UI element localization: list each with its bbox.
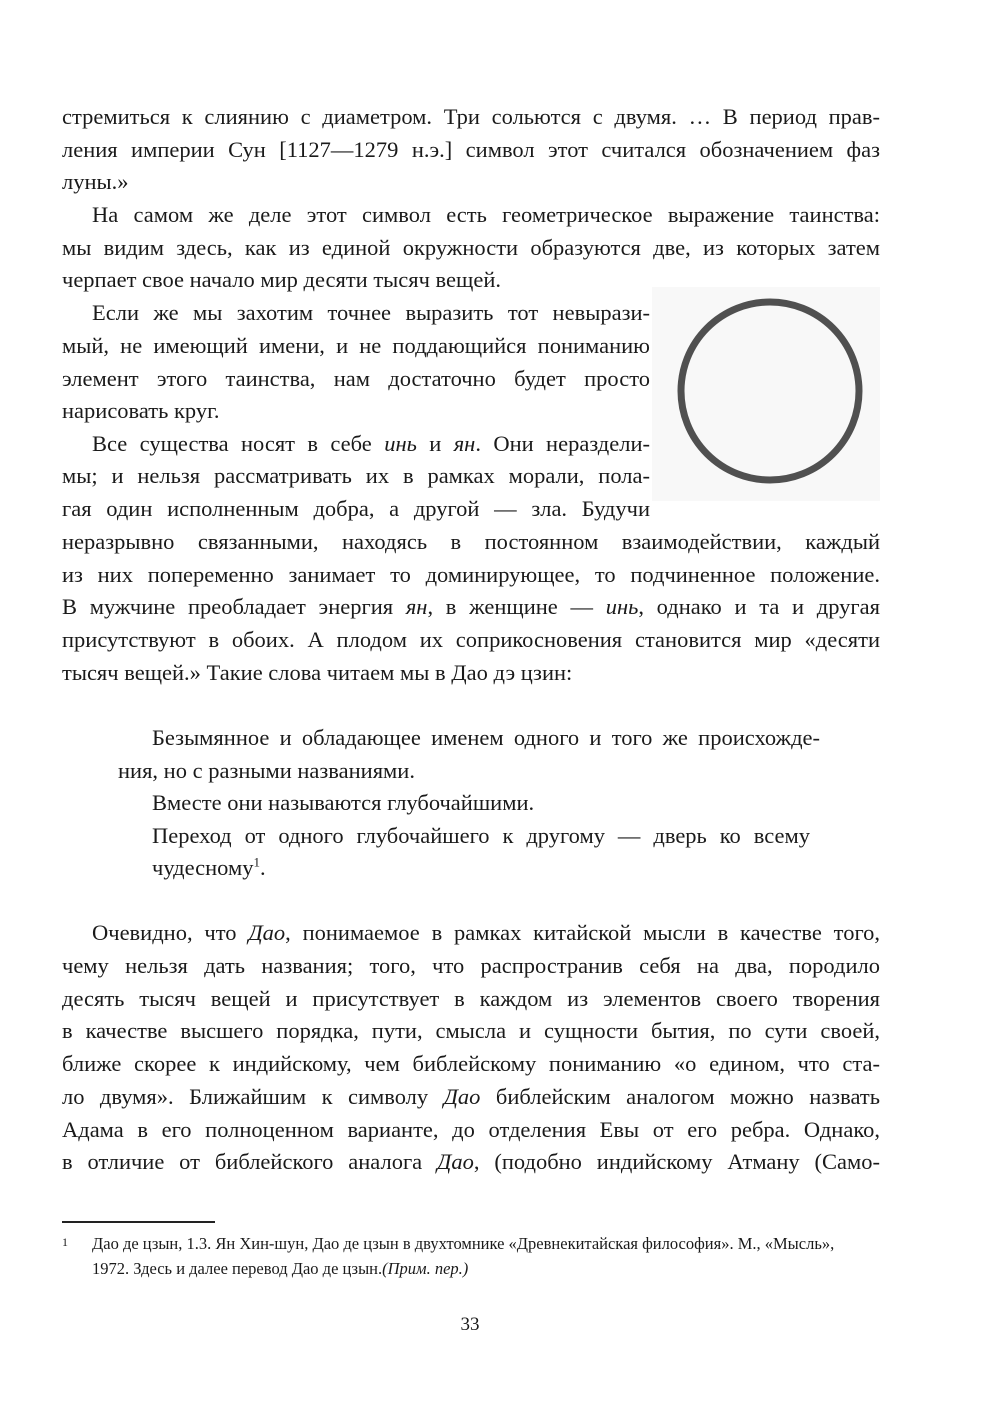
text-line <box>62 167 129 197</box>
text-line <box>62 592 880 622</box>
text-segment: , однако и та и другая <box>638 594 880 619</box>
text-segment: , (подобно индийскому Атману (Само- <box>473 1149 881 1174</box>
text-segment: Адама в его полноценном варианте, до отделения Евы от его ребра. Однако, <box>62 1117 880 1142</box>
text-segment: чудесному <box>152 855 254 880</box>
text-segment: мы; и нельзя рассматривать их в рамках морали, пола- <box>62 463 650 488</box>
footnote-note: (Прим. пер.) <box>382 1259 469 1278</box>
text-line <box>118 756 415 786</box>
text-segment: библейским аналогом можно назвать <box>480 1084 880 1109</box>
text-segment: в качестве высшего порядка, пути, смысла и сущности бытия, по сути своей, <box>62 1018 880 1043</box>
text-segment: тысяч вещей.» Такие слова читаем мы в Дао дэ цзин: <box>62 660 573 685</box>
footnote-divider <box>62 1221 215 1223</box>
text-line <box>92 429 650 459</box>
text-segment: луны.» <box>62 169 129 194</box>
text-segment: Вместе они называются глубочайшими. <box>152 790 535 815</box>
text-line <box>62 527 880 557</box>
text-segment: . Они нераздели- <box>475 431 650 456</box>
text-segment: , в женщине — <box>427 594 606 619</box>
text-line <box>62 461 650 491</box>
text-segment: гая один исполненным добра, а другой — зла. Будучи <box>62 496 650 521</box>
text-line <box>62 265 501 295</box>
text-segment: Если же мы захотим точнее выразить тот невырази- <box>92 300 650 325</box>
text-segment: Очевидно, что <box>92 920 249 945</box>
text-segment: черпает свое начало мир десяти тысяч вещей. <box>62 267 502 292</box>
text-segment: Все существа носят в себе <box>92 431 385 456</box>
footnote-marker: 1 <box>62 1235 68 1249</box>
text-segment: десять тысяч вещей и присутствует в каждом из элементов своего творения <box>62 986 880 1011</box>
text-segment: мы видим здесь, как из единой окружности образуются две, из которых затем <box>62 235 880 260</box>
text-line <box>62 364 650 394</box>
text-segment: присутствуют в обоих. А плодом их соприкосновения становится мир «десяти <box>62 627 880 652</box>
text-line <box>152 723 820 753</box>
text-segment: ния, но с разными названиями. <box>118 758 415 783</box>
text-line <box>62 658 572 688</box>
footnote-line: Дао де цзын, 1.3. Ян Хин-шун, Дао де цзын в двухтомнике «Древнекитайская философия». М., «Мысль», <box>92 1234 835 1253</box>
footnote-text: 1972. Здесь и далее перевод Дао де цзын. <box>92 1259 383 1278</box>
text-segment: Безымянное и обладающее именем одного и того же происхожде- <box>152 725 820 750</box>
text-segment: из них попеременно занимает то доминирующее, то подчиненное положение. <box>62 562 880 587</box>
text-line <box>62 135 880 165</box>
text-line <box>62 1049 880 1079</box>
text-segment: чему нельзя дать названия; того, что распространив себя на два, породило <box>62 953 880 978</box>
text-line <box>92 200 880 230</box>
text-line <box>152 788 534 818</box>
text-segment: На самом же деле этот символ есть геометрическое выражение таинства: <box>92 202 880 227</box>
text-line <box>62 331 650 361</box>
text-segment: элемент этого таинства, нам достаточно будет просто <box>62 366 650 391</box>
text-segment: ян <box>453 431 476 456</box>
text-segment: нарисовать круг. <box>62 398 220 423</box>
text-line <box>152 853 266 883</box>
text-segment: ян <box>405 594 428 619</box>
text-line <box>62 1147 880 1177</box>
text-segment: Дао <box>443 1084 481 1109</box>
text-line <box>62 951 880 981</box>
text-segment: неразрывно связанными, находясь в постоянном взаимодействии, каждый <box>62 529 880 554</box>
text-line <box>62 494 650 524</box>
text-segment: Дао <box>437 1149 474 1174</box>
text-line <box>92 298 650 328</box>
text-segment: и <box>416 431 454 456</box>
text-segment: ло двумя». Ближайшим к символу <box>62 1084 444 1109</box>
text-segment: стремиться к слиянию с диаметром. Три сольются с двумя. … В период прав- <box>62 104 880 129</box>
text-line <box>62 396 219 426</box>
text-line <box>62 560 880 590</box>
text-segment: инь <box>384 431 417 456</box>
text-line <box>92 918 880 948</box>
text-segment: . <box>259 855 266 880</box>
text-line <box>62 984 880 1014</box>
footnote-line <box>92 1256 468 1281</box>
text-segment: ления империи Сун [1127—1279 н.э.] символ этот считался обозначением фаз <box>62 137 880 162</box>
text-segment: в отличие от библейского аналога <box>62 1149 438 1174</box>
circle-figure <box>652 287 880 501</box>
text-segment: В мужчине преобладает энергия <box>62 594 406 619</box>
text-segment: Дао <box>248 920 286 945</box>
text-line <box>62 102 880 132</box>
page-number: 33 <box>460 1314 480 1335</box>
text-segment: инь <box>605 594 639 619</box>
circle-icon <box>652 287 880 501</box>
text-segment: , понимаемое в рамках китайской мысли в качестве того, <box>285 920 881 945</box>
text-segment: мый, не имеющий имени, и не поддающийся пониманию <box>62 333 650 358</box>
text-segment: Переход от одного глубочайшего к другому — дверь ко всему <box>152 823 810 848</box>
text-line <box>62 1016 880 1046</box>
text-segment: ближе скорее к индийскому, чем библейскому пониманию «о едином, что ста- <box>62 1051 880 1076</box>
text-line <box>62 233 880 263</box>
text-line <box>62 1115 880 1145</box>
text-line <box>152 821 810 851</box>
text-line <box>62 625 880 655</box>
footnote-reference: 1 <box>253 854 260 870</box>
text-line <box>62 1082 880 1112</box>
